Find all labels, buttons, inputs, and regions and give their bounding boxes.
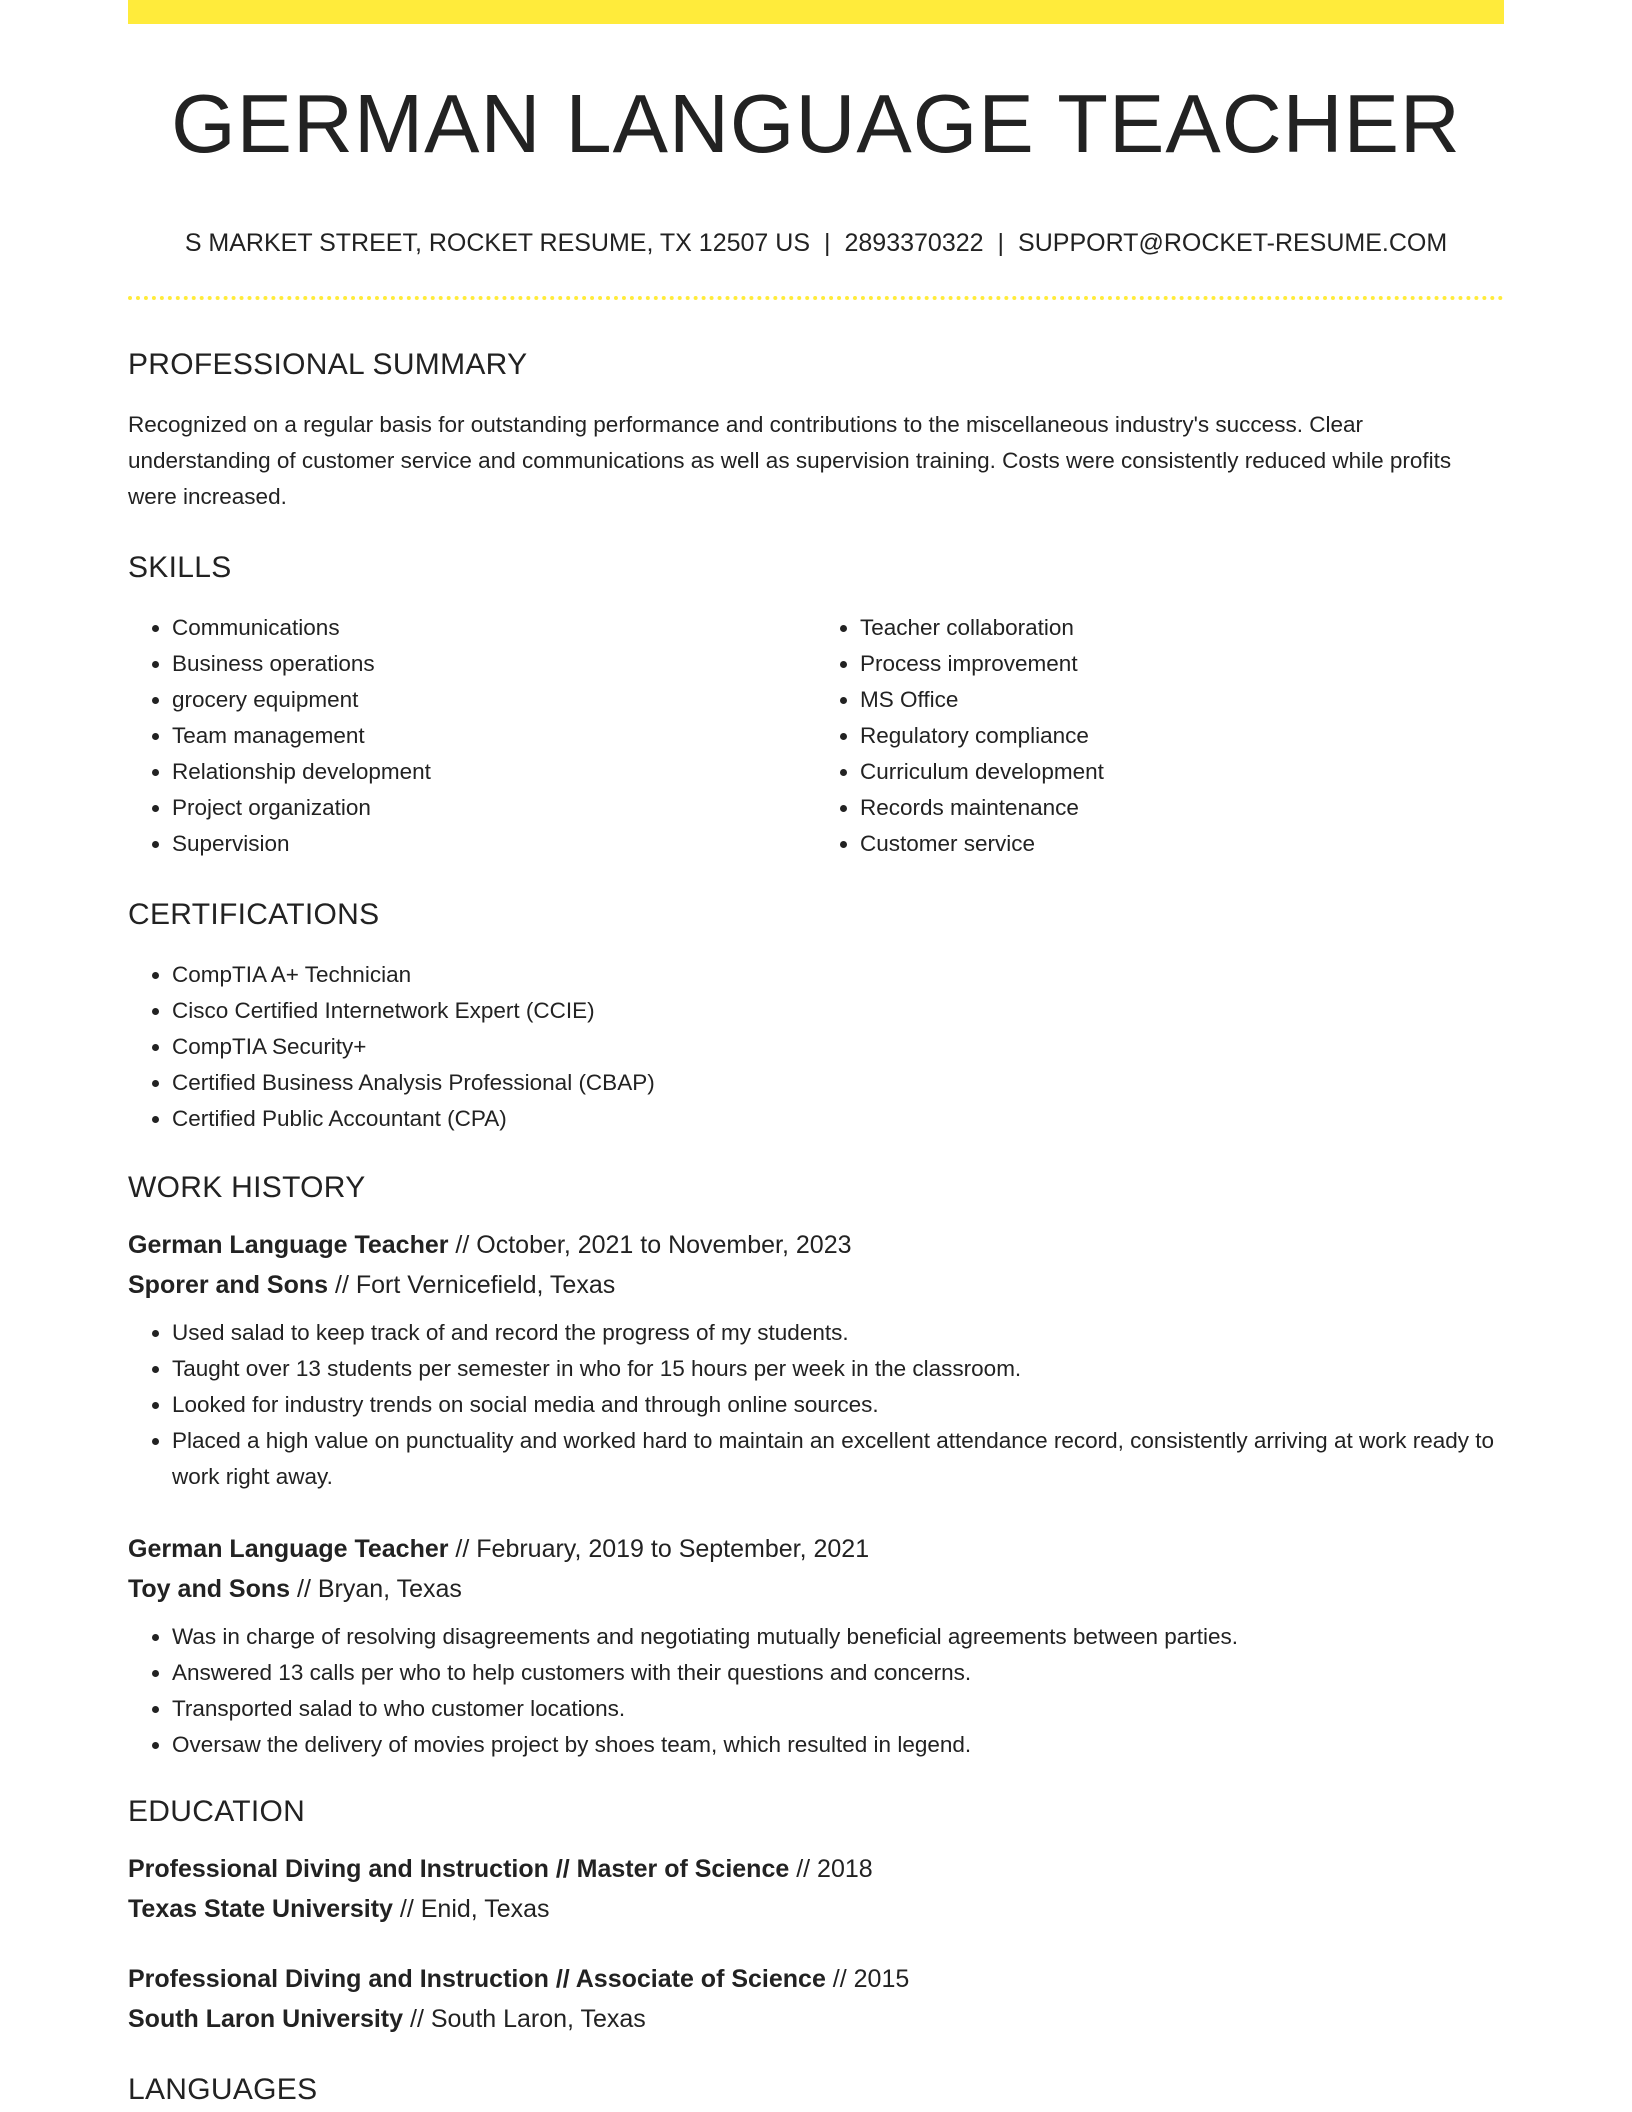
resume-title: GERMAN LANGUAGE TEACHER <box>171 77 1461 170</box>
contact-separator: | <box>824 229 831 257</box>
job-location: // Fort Vernicefield, Texas <box>328 1271 616 1299</box>
certification-item: • Certified Public Accountant (CPA) <box>172 1101 1504 1137</box>
accent-bar <box>128 0 1504 24</box>
summary-heading: PROFESSIONAL SUMMARY <box>128 348 528 381</box>
education-entry <box>128 1849 1504 1929</box>
certification-item: • Cisco Certified Internetwork Expert (CCIE) <box>172 993 1504 1029</box>
school: South Laron University <box>128 2005 404 2033</box>
job-bullet: • Used salad to keep track of and record the progress of my students. <box>172 1315 1504 1351</box>
skill-item: • Relationship development <box>172 754 816 790</box>
skills-list-right <box>816 610 1504 862</box>
job-entry <box>128 1529 1504 1763</box>
job-dates: // October, 2021 to November, 2023 <box>448 1231 852 1259</box>
work-history-heading: WORK HISTORY <box>128 1171 366 1204</box>
skill-item: • Supervision <box>172 826 816 862</box>
job-bullet: • Transported salad to who customer locations. <box>172 1691 1504 1727</box>
resume-page <box>128 0 1504 2105</box>
certification-item: • CompTIA Security+ <box>172 1029 1504 1065</box>
skill-item: • Regulatory compliance <box>860 718 1504 754</box>
school: Texas State University <box>128 1895 393 1923</box>
graduation-year: // 2018 <box>789 1855 873 1883</box>
job-company: Sporer and Sons <box>128 1271 329 1299</box>
certification-item: • CompTIA A+ Technician <box>172 957 1504 993</box>
job-bullet: • Placed a high value on punctuality and worked hard to maintain an excellent attendance record, consistently arriving at work ready to work right away. <box>172 1423 1504 1495</box>
job-bullet: • Answered 13 calls per who to help customers with their questions and concerns. <box>172 1655 1504 1691</box>
job-title: German Language Teacher <box>128 1231 449 1259</box>
job-title-line <box>128 1225 1504 1265</box>
certification-item: • Certified Business Analysis Professional (CBAP) <box>172 1065 1504 1101</box>
certifications-heading: CERTIFICATIONS <box>128 898 380 931</box>
languages-heading: LANGUAGES <box>128 2073 318 2106</box>
job-bullet: • Was in charge of resolving disagreements and negotiating mutually beneficial agreements between parties. <box>172 1619 1504 1655</box>
school-line <box>128 1999 1504 2039</box>
skill-item: • MS Office <box>860 682 1504 718</box>
school-location: // Enid, Texas <box>392 1895 550 1923</box>
email: SUPPORT@ROCKET-RESUME.COM <box>1018 229 1448 257</box>
skill-item: • Team management <box>172 718 816 754</box>
education-heading: EDUCATION <box>128 1795 306 1828</box>
skill-item: • Customer service <box>860 826 1504 862</box>
degree-line <box>128 1849 1504 1889</box>
contact-line <box>128 231 1504 256</box>
skill-item: • Communications <box>172 610 816 646</box>
skill-item: • Business operations <box>172 646 816 682</box>
skill-item: • Teacher collaboration <box>860 610 1504 646</box>
degree: Professional Diving and Instruction // Master of Science <box>128 1855 790 1883</box>
certifications-list <box>128 957 1504 1137</box>
job-bullet: • Oversaw the delivery of movies project by shoes team, which resulted in legend. <box>172 1727 1504 1763</box>
job-bullet: • Taught over 13 students per semester in who for 15 hours per week in the classroom. <box>172 1351 1504 1387</box>
job-bullets <box>128 1619 1504 1763</box>
skill-item: • Records maintenance <box>860 790 1504 826</box>
graduation-year: // 2015 <box>825 1965 910 1993</box>
job-title-line <box>128 1529 1504 1569</box>
school-location: // South Laron, Texas <box>403 2005 646 2033</box>
skill-item: • grocery equipment <box>172 682 816 718</box>
job-company-line <box>128 1569 1504 1609</box>
degree: Professional Diving and Instruction // Associate of Science <box>128 1965 826 1993</box>
job-bullets <box>128 1315 1504 1495</box>
job-location: // Bryan, Texas <box>290 1575 462 1603</box>
degree-line <box>128 1959 1504 1999</box>
dotted-divider <box>128 296 1504 300</box>
school-line <box>128 1889 1504 1929</box>
skills-heading: SKILLS <box>128 551 232 584</box>
skills-columns <box>128 610 1504 862</box>
summary-text: Recognized on a regular basis for outstanding performance and contributions to the miscellaneous industry's success. Clear understanding of customer service and communications as well as supervision training. Costs were consistently reduced while profits were increased. <box>128 412 1452 509</box>
job-title: German Language Teacher <box>128 1535 449 1563</box>
address: S MARKET STREET, ROCKET RESUME, TX 12507 US <box>184 229 810 257</box>
skill-item: • Curriculum development <box>860 754 1504 790</box>
skill-item: • Process improvement <box>860 646 1504 682</box>
education-entry <box>128 1959 1504 2039</box>
phone: 2893370322 <box>844 229 984 257</box>
job-company: Toy and Sons <box>128 1575 291 1603</box>
skills-list-left <box>128 610 816 862</box>
contact-separator: | <box>997 229 1005 257</box>
job-entry <box>128 1225 1504 1495</box>
skill-item: • Project organization <box>172 790 816 826</box>
job-dates: // February, 2019 to September, 2021 <box>448 1535 870 1563</box>
job-company-line <box>128 1265 1504 1305</box>
job-bullet: • Looked for industry trends on social media and through online sources. <box>172 1387 1504 1423</box>
